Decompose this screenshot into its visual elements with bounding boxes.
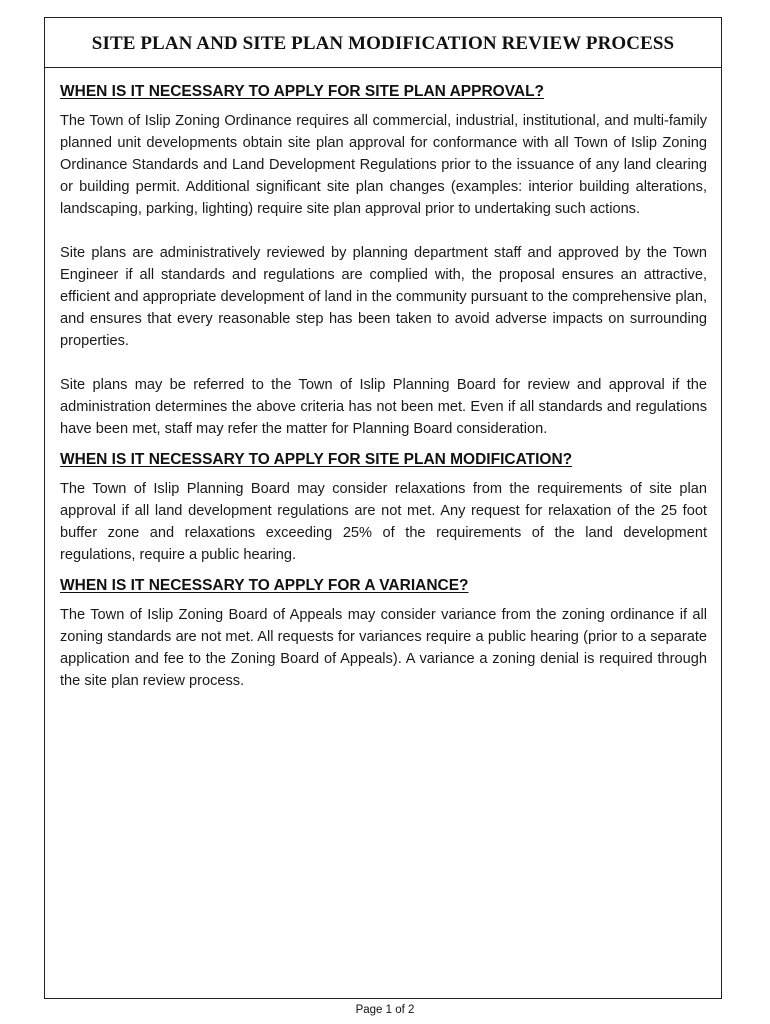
section-spacer (60, 440, 707, 450)
section-site-plan-approval (60, 82, 707, 440)
page-title: SITE PLAN AND SITE PLAN MODIFICATION REVIEW PROCESS (91, 32, 675, 54)
section-heading: WHEN IS IT NECESSARY TO APPLY FOR SITE PLAN MODIFICATION? (60, 451, 573, 468)
page-frame (44, 17, 722, 999)
section-variance (60, 576, 707, 692)
document-body (60, 82, 707, 692)
section-site-plan-modification (60, 450, 707, 566)
paragraph: Site plans may be referred to the Town of Islip Planning Board for review and approval if the administration determines the above criteria has not been met. Even if all standards and regulations have been met, staff may refer the matter for Planning Board consideration. (60, 377, 707, 437)
paragraph: The Town of Islip Zoning Ordinance requires all commercial, industrial, institutional, and multi-family planned unit developments obtain site plan approval for conformance with all Town of Islip Zoning Ordinance Standards and Land Development Regulations prior to the issuance of any land clearing or building permit. Additional significant site plan changes (examples: interior building alterations, landscaping, parking, lighting) require site plan approval prior to undertaking such actions. (60, 113, 707, 217)
section-heading: WHEN IS IT NECESSARY TO APPLY FOR A VARIANCE? (60, 577, 469, 594)
paragraph-spacer (60, 352, 707, 374)
paragraph: The Town of Islip Planning Board may consider relaxations from the requirements of site plan approval if all land development regulations are not met. Any request for relaxation of the 25 foot buffer zone and relaxations exceeding 25% of the requirements of the land development regulations, require a public hearing. (60, 481, 707, 563)
section-spacer (60, 566, 707, 576)
paragraph: Site plans are administratively reviewed by planning department staff and approved by the Town Engineer if all standards and regulations are complied with, the proposal ensures an attractive, efficient and appropriate development of land in the community pursuant to the comprehensive plan, and ensures that every reasonable step has been taken to avoid adverse impacts on surrounding properties. (60, 245, 707, 349)
paragraph: The Town of Islip Zoning Board of Appeals may consider variance from the zoning ordinance if all zoning standards are not met. All requests for variances require a public hearing (prior to a separate application and fee to the Zoning Board of Appeals). A variance a zoning denial is required through the site plan review process. (60, 607, 707, 689)
paragraph-spacer (60, 220, 707, 242)
title-bar (45, 18, 721, 68)
section-heading: WHEN IS IT NECESSARY TO APPLY FOR SITE PLAN APPROVAL? (60, 83, 545, 100)
page-number: Page 1 of 2 (355, 1004, 415, 1016)
